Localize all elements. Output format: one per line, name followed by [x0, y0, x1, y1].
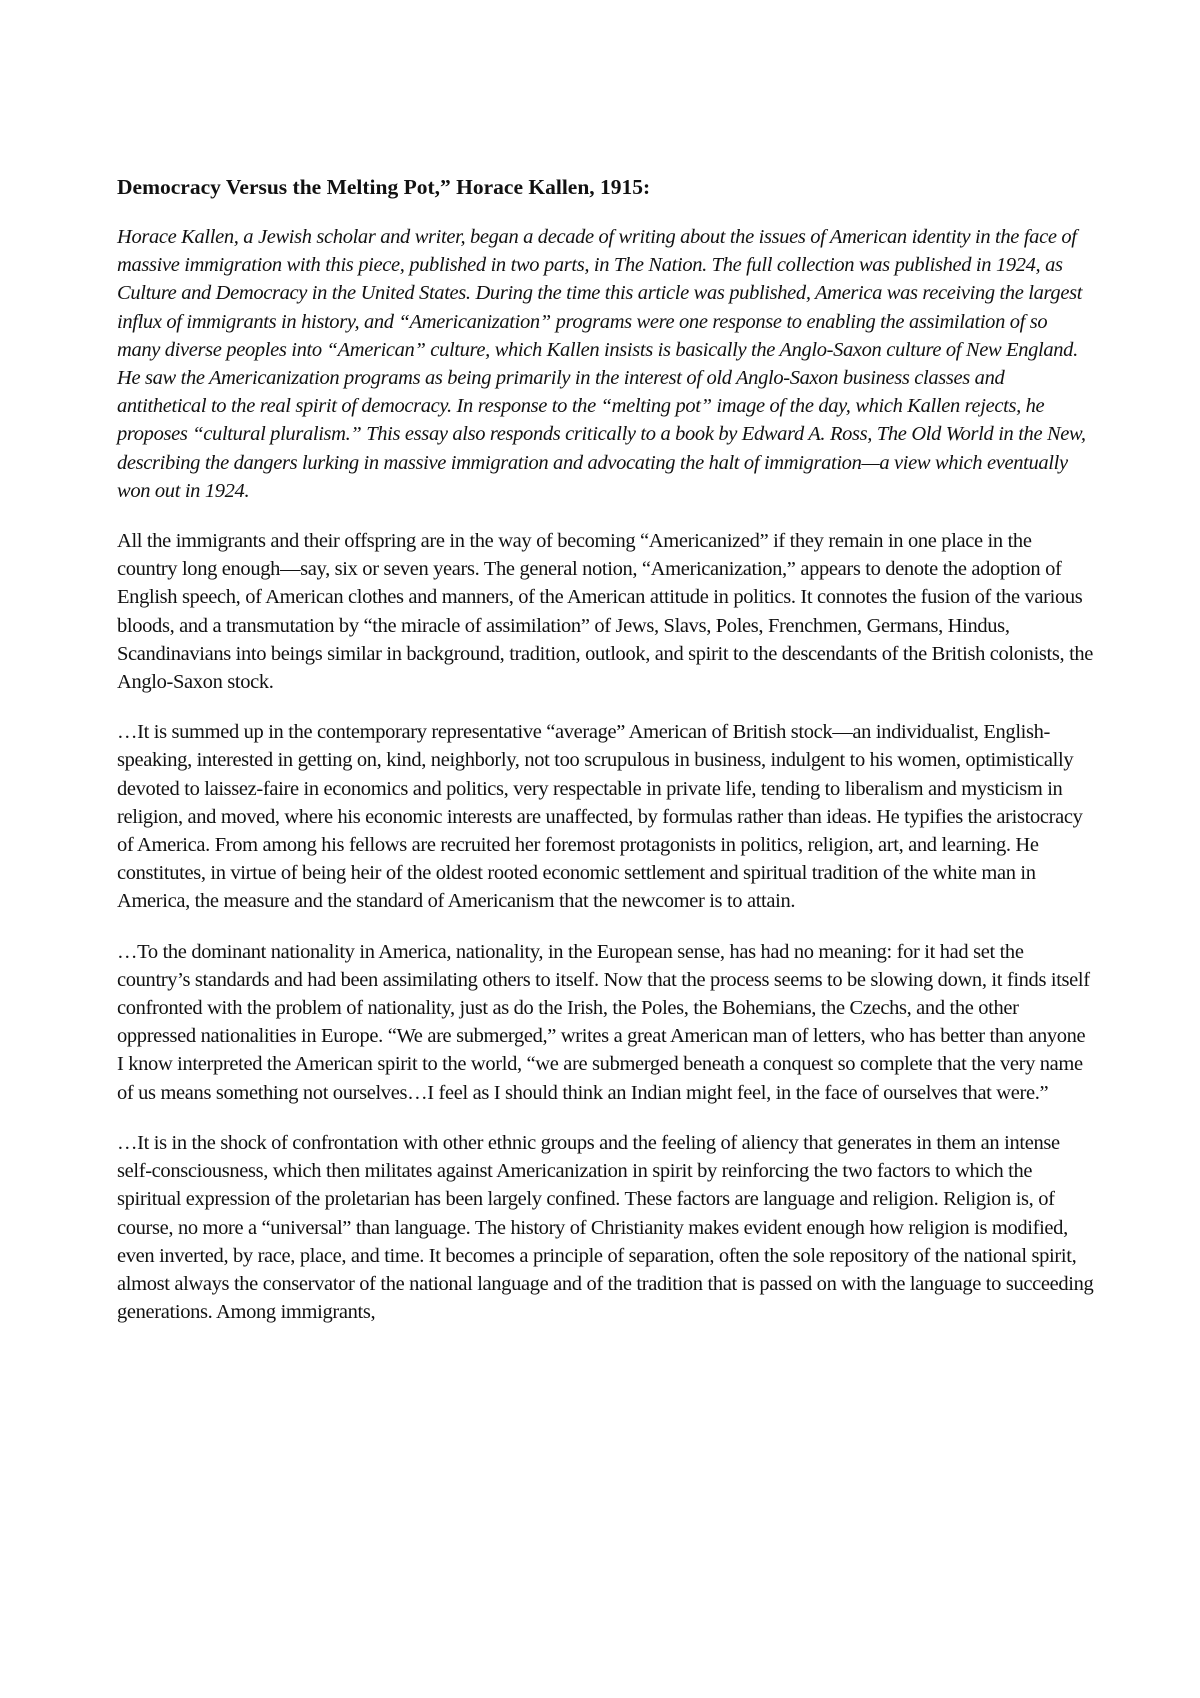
body-paragraph-3: …To the dominant nationality in America, nationality, in the European sense, has had no meaning: for it had set the country’s standards and had been assimilating others to itself. Now that the process seems to be slowing down, it finds itself confronted with the problem of nationality, just as do the Irish, the Poles, the Bohemians, the Czechs, and the other oppressed nationalities in Europe. “We are submerged,” writes a great American man of letters, who has better than anyone I know interpreted the American spirit to the world, “we are submerged beneath a conquest so complete that the very name of us means something not ourselves…I feel as I should think an Indian might feel, in the face of ourselves that were.”: [117, 940, 1090, 1104]
document-title: Democracy Versus the Melting Pot,” Horace Kallen, 1915:: [117, 175, 651, 199]
intro-paragraph: Horace Kallen, a Jewish scholar and writer, began a decade of writing about the issues of American identity in the face of massive immigration with this piece, published in two parts, in The Nation. The full collection was published in 1924, as Culture and Democracy in the United States. During the time this article was published, America was receiving the largest influx of immigrants in history, and “Americanization” programs were one response to enabling the assimilation of so many diverse peoples into “American” culture, which Kallen insists is basically the Anglo-Saxon culture of New England. He saw the Americanization programs as being primarily in the interest of old Anglo-Saxon business classes and antithetical to the real spirit of democracy. In response to the “melting pot” image of the day, which Kallen rejects, he proposes “cultural pluralism.” This essay also responds critically to a book by Edward A. Ross, The Old World in the New, describing the dangers lurking in massive immigration and advocating the halt of immigration—a view which eventually won out in 1924.: [117, 226, 1086, 502]
body-paragraph-1: All the immigrants and their offspring are in the way of becoming “Americanized” if they remain in one place in the country long enough—say, six or seven years. The general notion, “Americanization,” appears to denote the adoption of English speech, of American clothes and manners, of the American attitude in politics. It connotes the fusion of the various bloods, and a transmutation by “the miracle of assimilation” of Jews, Slavs, Poles, Frenchmen, Germans, Hindus, Scandinavians into beings similar in background, tradition, outlook, and spirit to the descendants of the British colonists, the Anglo-Saxon stock.: [117, 530, 1094, 694]
body-paragraph-2: …It is summed up in the contemporary representative “average” American of British stock—an individualist, English-speaking, interested in getting on, kind, neighborly, not too scrupulous in business, indulgent to his women, optimistically devoted to laissez-faire in economics and politics, very respectable in private life, tending to liberalism and mysticism in religion, and moved, where his economic interests are unaffected, by formulas rather than ideas. He typifies the aristocracy of America. From among his fellows are recruited her foremost protagonists in politics, religion, art, and learning. He constitutes, in virtue of being heir of the oldest rooted economic settlement and spiritual tradition of the white man in America, the measure and the standard of Americanism that the newcomer is to attain.: [117, 721, 1083, 913]
document-body: [117, 173, 1095, 1348]
body-paragraph-4: …It is in the shock of confrontation with other ethnic groups and the feeling of aliency that generates in them an intense self-consciousness, which then militates against Americanization in spirit by reinforcing the two factors to which the spiritual expression of the proletarian has been largely confined. These factors are language and religion. Religion is, of course, no more a “universal” than language. The history of Christianity makes evident enough how religion is modified, even inverted, by race, place, and time. It becomes a principle of separation, often the sole repository of the national spirit, almost always the conservator of the national language and of the tradition that is passed on with the language to succeeding generations. Among immigrants,: [117, 1131, 1094, 1324]
